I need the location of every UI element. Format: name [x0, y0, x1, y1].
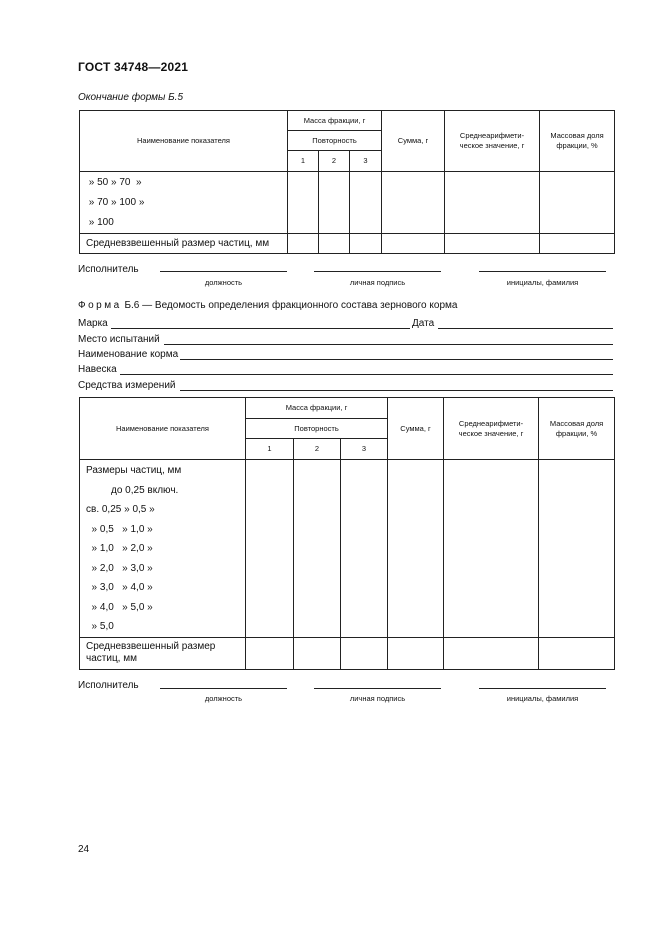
signature-caption: должность	[204, 278, 243, 287]
signature-line[interactable]	[479, 688, 606, 689]
t1-empty-cell[interactable]	[350, 234, 382, 254]
t1-empty-cell[interactable]	[319, 172, 350, 234]
t2-empty-cell[interactable]	[539, 460, 615, 638]
table1-caption: Окончание формы Б.5	[78, 92, 184, 103]
t2-header-repeat: Повторность	[246, 419, 388, 439]
brand-input-line[interactable]	[111, 328, 410, 329]
t1-header-n2: 2	[319, 151, 350, 172]
t2-empty-cell[interactable]	[388, 637, 444, 669]
document-header: ГОСТ 34748—2021	[78, 60, 189, 74]
signature-line[interactable]	[160, 688, 287, 689]
t2-header-mass: Масса фракции, г	[246, 398, 388, 419]
t2-empty-cell[interactable]	[444, 460, 539, 638]
t2-empty-cell[interactable]	[341, 637, 388, 669]
feed-name-input-line[interactable]	[180, 359, 613, 360]
signature-caption: инициалы, фамилия	[506, 278, 579, 287]
t2-header-n3: 3	[341, 439, 388, 460]
t2-row: » 5,0	[86, 621, 114, 632]
executor-label-1: Исполнитель	[78, 264, 139, 275]
t1-empty-cell[interactable]	[382, 234, 445, 254]
t1-header-n3: 3	[350, 151, 382, 172]
t1-empty-cell[interactable]	[540, 234, 615, 254]
t1-header-share: Массовая доля фракции, %	[540, 111, 615, 172]
signature-line[interactable]	[314, 271, 441, 272]
t1-header-sum: Сумма, г	[382, 111, 445, 172]
t2-row: св. 0,25 » 0,5 »	[86, 504, 155, 515]
date-input-line[interactable]	[438, 328, 613, 329]
place-input-line[interactable]	[164, 344, 613, 345]
t2-weighted-label: Средневзвешенный размер частиц, мм	[80, 637, 246, 669]
t2-row: » 4,0 » 5,0 »	[86, 601, 153, 613]
t2-empty-cell[interactable]	[388, 460, 444, 638]
t2-header-indicator: Наименование показателя	[80, 398, 246, 460]
t2-empty-cell[interactable]	[341, 460, 388, 638]
sample-label: Навеска	[78, 364, 117, 375]
instruments-label: Средства измерений	[78, 380, 176, 391]
t1-row: » 70 » 100 »	[86, 197, 145, 208]
t1-header-mean: Среднеарифмети- ческое значение, г	[445, 111, 540, 172]
signature-caption: личная подпись	[349, 694, 406, 703]
t1-weighted-label: Средневзвешенный размер частиц, мм	[80, 234, 288, 254]
signature-caption: должность	[204, 694, 243, 703]
t1-rows-cell	[80, 172, 288, 234]
t1-empty-cell[interactable]	[288, 172, 319, 234]
instruments-input-line[interactable]	[180, 390, 613, 391]
t1-empty-cell[interactable]	[445, 234, 540, 254]
t2-rows-cell	[80, 460, 246, 638]
signature-caption: личная подпись	[349, 278, 406, 287]
t2-row: » 0,5 » 1,0 »	[86, 523, 153, 535]
t2-empty-cell[interactable]	[294, 637, 341, 669]
t1-empty-cell[interactable]	[319, 234, 350, 254]
t2-header-share: Массовая доля фракции, %	[539, 398, 615, 460]
t2-header-n2: 2	[294, 439, 341, 460]
t2-row: » 1,0 » 2,0 »	[86, 543, 153, 554]
place-label: Место испытаний	[78, 334, 160, 345]
t1-row: » 50 » 70 »	[86, 177, 142, 188]
t2-empty-cell[interactable]	[246, 637, 294, 669]
t2-empty-cell[interactable]	[294, 460, 341, 638]
t1-header-indicator: Наименование показателя	[80, 111, 288, 172]
signature-line[interactable]	[160, 271, 287, 272]
t1-empty-cell[interactable]	[540, 172, 615, 234]
t2-row: Размеры частиц, мм	[86, 465, 182, 476]
page-number: 24	[78, 844, 90, 855]
t2-header-mean: Среднеарифмети- ческое значение, г	[444, 398, 539, 460]
table2	[79, 397, 615, 670]
date-label: Дата	[412, 318, 435, 329]
t2-empty-cell[interactable]	[246, 460, 294, 638]
signature-line[interactable]	[479, 271, 606, 272]
table1	[79, 110, 615, 254]
form-title	[78, 300, 457, 311]
t1-empty-cell[interactable]	[350, 172, 382, 234]
t1-header-n1: 1	[288, 151, 319, 172]
feed-name-label: Наименование корма	[78, 349, 179, 360]
t1-empty-cell[interactable]	[445, 172, 540, 234]
form-title-rest: Б.6 — Ведомость определения фракционного состава зернового корма	[121, 300, 458, 311]
t2-header-n1: 1	[246, 439, 294, 460]
t2-empty-cell[interactable]	[444, 637, 539, 669]
t1-row: » 100	[86, 217, 114, 228]
t1-header-repeat: Повторность	[288, 131, 382, 151]
t2-row: » 3,0 » 4,0 »	[86, 582, 153, 593]
t2-header-sum: Сумма, г	[388, 398, 444, 460]
t2-row: » 2,0 » 3,0 »	[86, 562, 153, 574]
brand-label: Марка	[78, 318, 108, 329]
t1-empty-cell[interactable]	[288, 234, 319, 254]
executor-label-2: Исполнитель	[78, 680, 139, 691]
t1-empty-cell[interactable]	[382, 172, 445, 234]
t2-empty-cell[interactable]	[539, 637, 615, 669]
t1-header-mass: Масса фракции, г	[288, 111, 382, 131]
signature-caption: инициалы, фамилия	[506, 694, 579, 703]
sample-input-line[interactable]	[120, 374, 613, 375]
t2-row: до 0,25 включ.	[86, 484, 179, 496]
signature-line[interactable]	[314, 688, 441, 689]
form-word: Форма	[78, 300, 122, 311]
